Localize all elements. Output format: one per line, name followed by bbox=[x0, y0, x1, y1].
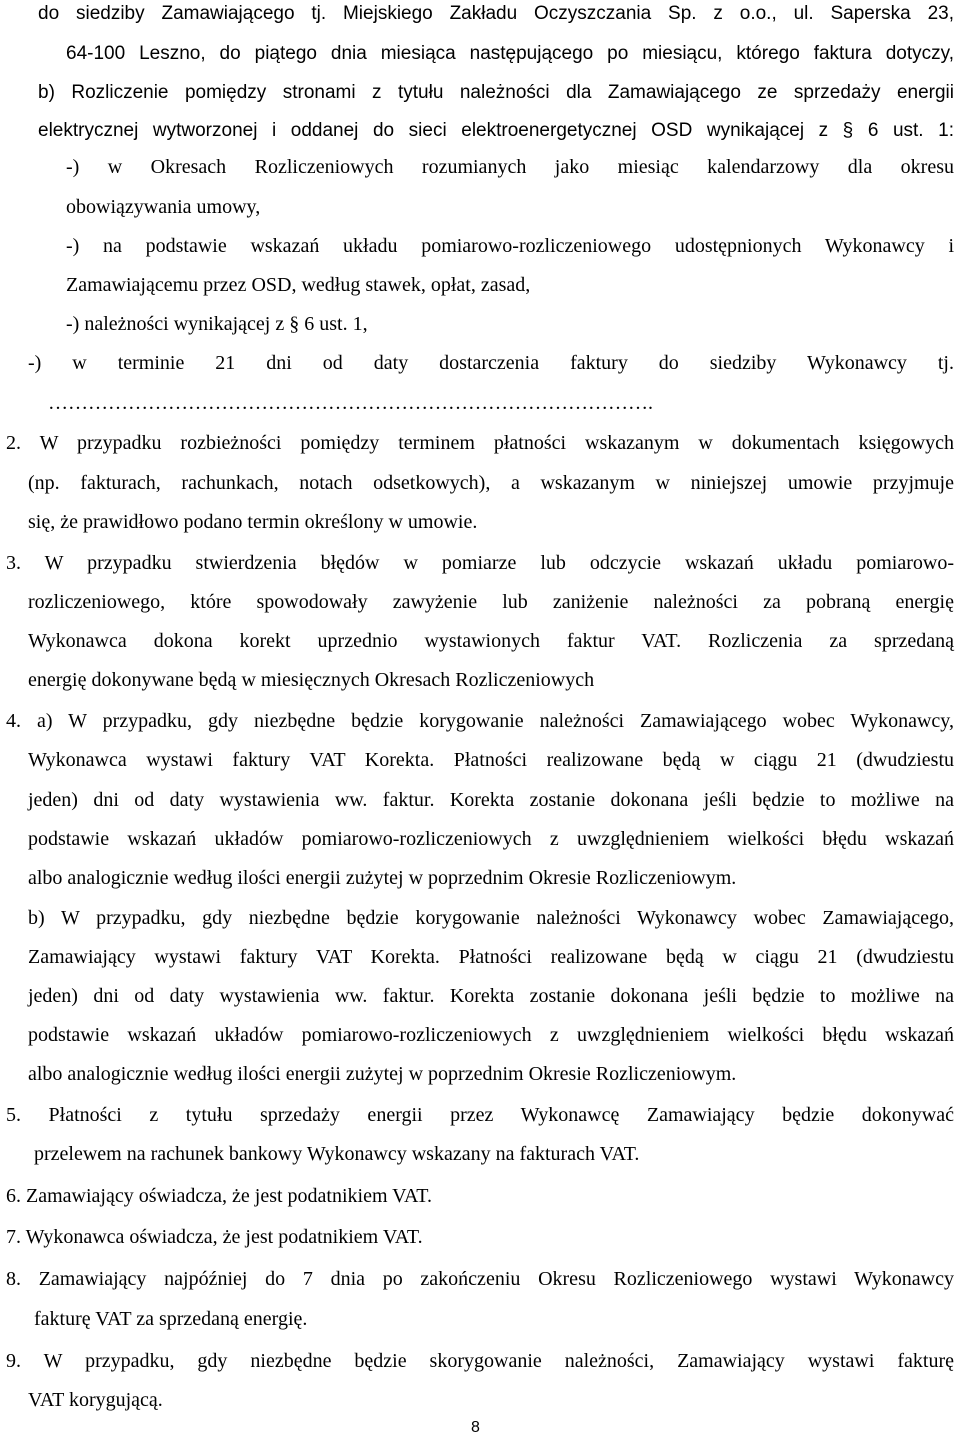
text-line: albo analogicznie według ilości energii zużytej w poprzednim Okresie Rozliczeniowym. bbox=[28, 867, 737, 889]
text-line: 3. W przypadku stwierdzenia błędów w pomiarze lub odczycie wskazań układu pomiarowo- bbox=[6, 552, 954, 574]
text-line: Wykonawca dokona korekt uprzednio wystawionych faktur VAT. Rozliczenia za sprzedaną bbox=[28, 630, 954, 652]
text-line: podstawie wskazań układów pomiarowo-rozliczeniowych z uwzględnieniem wielkości błędu wskazań bbox=[28, 828, 954, 850]
text-line: ………………………………………………………………………………. bbox=[48, 392, 653, 414]
text-line: fakturę VAT za sprzedaną energię. bbox=[34, 1308, 308, 1330]
text-line: Zamawiający wystawi faktury VAT Korekta. Płatności realizowane będą w ciągu 21 (dwudziestu bbox=[28, 946, 954, 968]
text-line: się, że prawidłowo podano termin określony w umowie. bbox=[28, 511, 478, 533]
text-line: b) W przypadku, gdy niezbędne będzie korygowanie należności Wykonawcy wobec Zamawiającego, bbox=[28, 907, 954, 929]
text-line: 2. W przypadku rozbieżności pomiędzy terminem płatności wskazanym w dokumentach księgowych bbox=[6, 432, 954, 454]
text-line: b) Rozliczenie pomiędzy stronami z tytułu należności dla Zamawiającego ze sprzedaży energii bbox=[38, 82, 954, 103]
text-line: 64-100 Leszno, do piątego dnia miesiąca następującego po miesiącu, którego faktura dotyczy, bbox=[66, 43, 954, 64]
text-line: Zamawiającemu przez OSD, według stawek, opłat, zasad, bbox=[66, 274, 531, 296]
text-line: elektrycznej wytworzonej i oddanej do sieci elektroenergetycznej OSD wynikającej z § 6 ust. 1: bbox=[38, 120, 954, 141]
text-line: -) należności wynikającej z § 6 ust. 1, bbox=[66, 313, 368, 335]
text-line: -) w Okresach Rozliczeniowych rozumianych jako miesiąc kalendarzowy dla okresu bbox=[66, 156, 954, 178]
text-line: -) na podstawie wskazań układu pomiarowo-rozliczeniowego udostępnionych Wykonawcy i bbox=[66, 235, 954, 257]
text-line: 6. Zamawiający oświadcza, że jest podatnikiem VAT. bbox=[6, 1185, 432, 1207]
text-line: do siedziby Zamawiającego tj. Miejskiego Zakładu Oczyszczania Sp. z o.o., ul. Saperska 23, bbox=[38, 3, 954, 24]
text-line: przelewem na rachunek bankowy Wykonawcy wskazany na fakturach VAT. bbox=[34, 1143, 640, 1165]
text-line: -) w terminie 21 dni od daty dostarczenia faktury do siedziby Wykonawcy tj. bbox=[28, 352, 954, 374]
text-line: (np. fakturach, rachunkach, notach odsetkowych), a wskazanym w niniejszej umowie przyjmuje bbox=[28, 472, 954, 494]
text-line: jeden) dni od daty wystawienia ww. faktur. Korekta zostanie dokonana jeśli będzie to możliwe na bbox=[28, 789, 954, 811]
page-number: 8 bbox=[471, 1419, 480, 1436]
text-line: 7. Wykonawca oświadcza, że jest podatnikiem VAT. bbox=[6, 1226, 423, 1248]
text-line: energię dokonywane będą w miesięcznych Okresach Rozliczeniowych bbox=[28, 669, 595, 691]
text-line: 9. W przypadku, gdy niezbędne będzie skorygowanie należności, Zamawiający wystawi fakturę bbox=[6, 1350, 954, 1372]
text-line: 8. Zamawiający najpóźniej do 7 dnia po zakończeniu Okresu Rozliczeniowego wystawi Wykonawcy bbox=[6, 1268, 954, 1290]
text-line: podstawie wskazań układów pomiarowo-rozliczeniowych z uwzględnieniem wielkości błędu wskazań bbox=[28, 1024, 954, 1046]
text-line: jeden) dni od daty wystawienia ww. faktur. Korekta zostanie dokonana jeśli będzie to możliwe na bbox=[28, 985, 954, 1007]
text-line: VAT korygującą. bbox=[28, 1389, 163, 1411]
text-line: albo analogicznie według ilości energii zużytej w poprzednim Okresie Rozliczeniowym. bbox=[28, 1063, 737, 1085]
text-line: obowiązywania umowy, bbox=[66, 196, 261, 218]
text-line: Wykonawca wystawi faktury VAT Korekta. Płatności realizowane będą w ciągu 21 (dwudziestu bbox=[28, 749, 954, 771]
text-line: rozliczeniowego, które spowodowały zawyżenie lub zaniżenie należności za pobraną energię bbox=[28, 591, 954, 613]
text-line: 5. Płatności z tytułu sprzedaży energii przez Wykonawcę Zamawiający będzie dokonywać bbox=[6, 1104, 954, 1126]
text-line: 4. a) W przypadku, gdy niezbędne będzie korygowanie należności Zamawiającego wobec Wykonawcy, bbox=[6, 710, 954, 732]
